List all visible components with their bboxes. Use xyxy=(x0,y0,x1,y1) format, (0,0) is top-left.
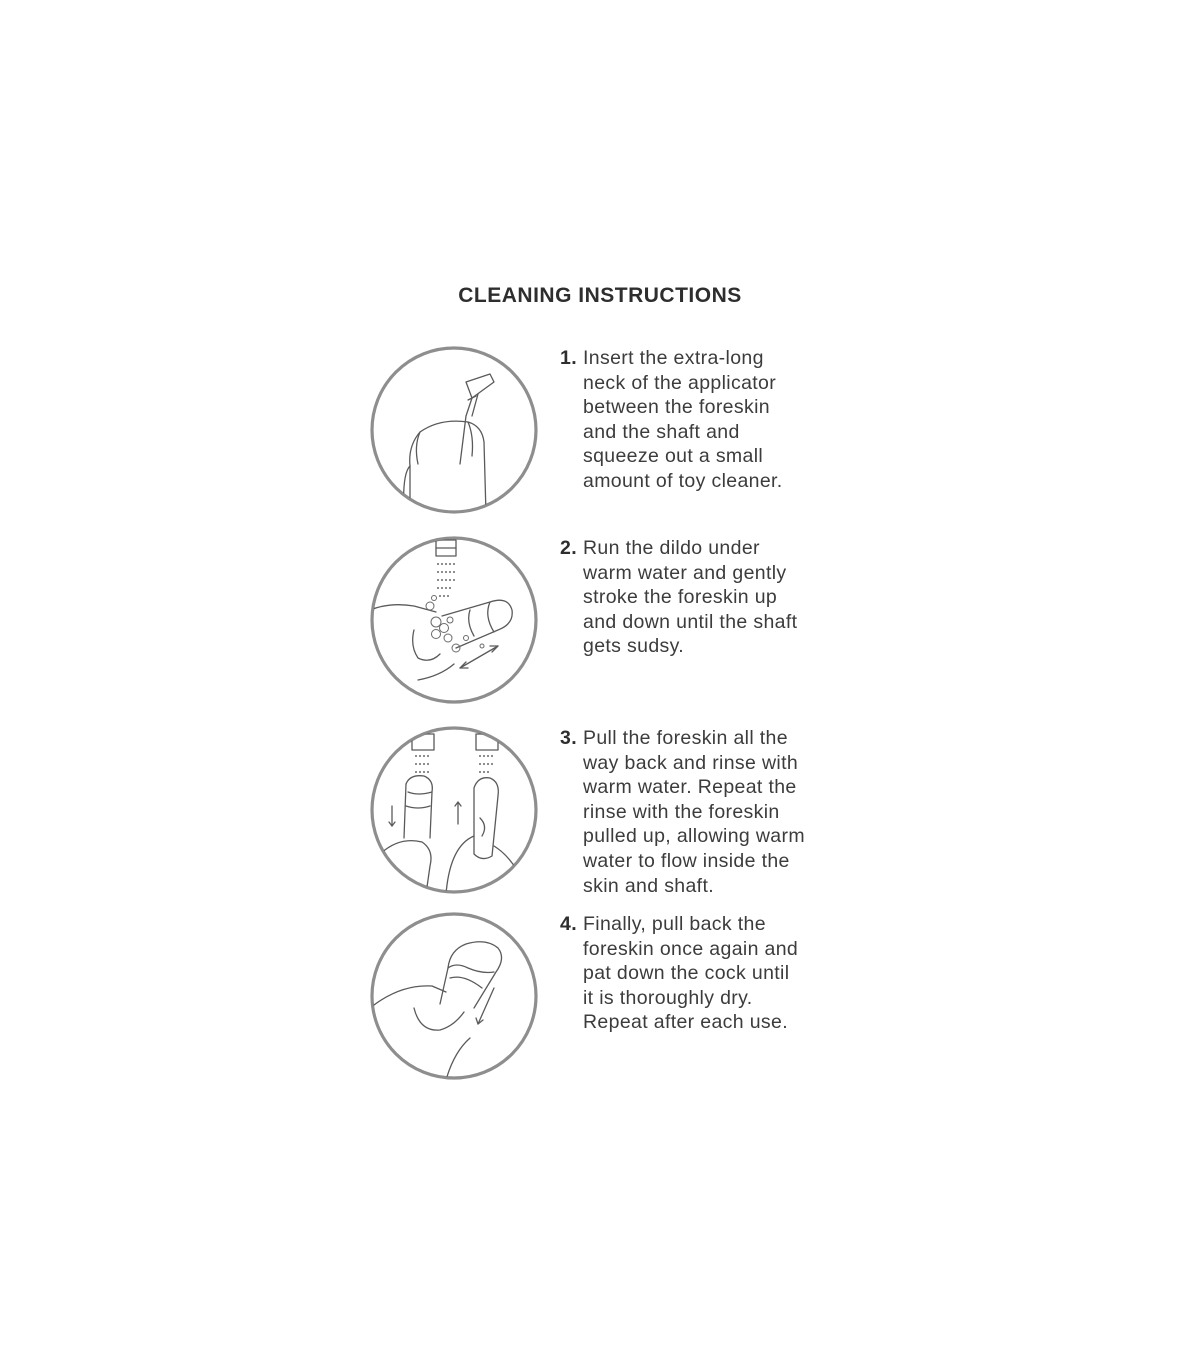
page-title: CLEANING INSTRUCTIONS xyxy=(458,284,742,307)
washing-icon xyxy=(370,536,538,704)
drying-icon xyxy=(370,912,538,1080)
step-number: 1. xyxy=(560,347,577,369)
step-number: 2. xyxy=(560,537,577,559)
step-number: 3. xyxy=(560,727,577,749)
step-description: Pull the foreskin all the way back and rinse with warm water. Repeat the rinse with the foreskin pulled up, allowing warm water to flow inside the skin and shaft. xyxy=(583,727,805,897)
rinsing-icon xyxy=(370,726,538,894)
step-description: Finally, pull back the foreskin once again and pat down the cock until it is thoroughly dry. Repeat after each use. xyxy=(583,913,799,1034)
step-description: Insert the extra-long neck of the applicator between the foreskin and the shaft and squeeze out a small amount of toy cleaner. xyxy=(583,347,783,492)
step-number: 4. xyxy=(560,913,577,935)
applicator-icon xyxy=(370,346,538,514)
step-description: Run the dildo under warm water and gently stroke the foreskin up and down until the shaft gets sudsy. xyxy=(583,537,798,658)
